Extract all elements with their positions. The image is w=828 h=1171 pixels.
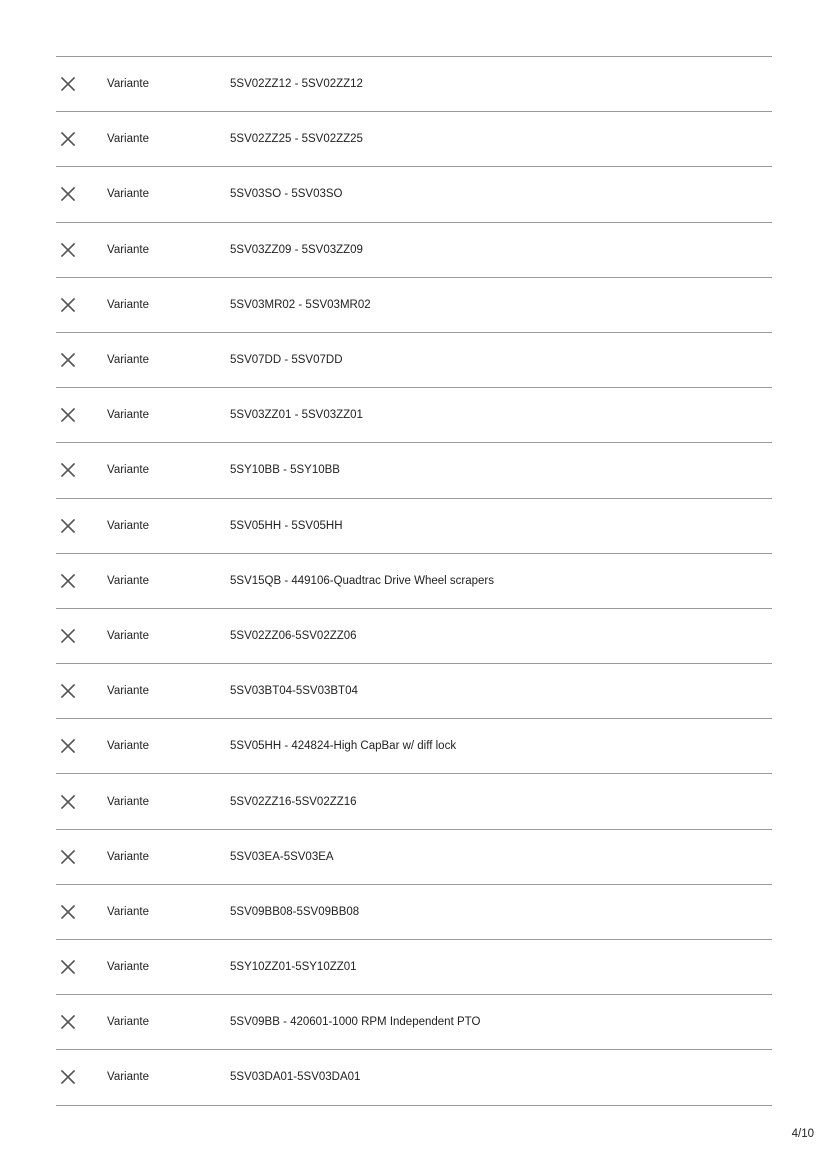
row-label: Variante xyxy=(107,629,149,642)
close-icon xyxy=(56,514,80,538)
close-icon xyxy=(56,293,80,317)
table-row-content xyxy=(56,167,772,221)
table-row xyxy=(56,830,772,885)
row-label: Variante xyxy=(107,961,149,974)
table-row-content xyxy=(56,830,772,884)
row-label: Variante xyxy=(107,243,149,256)
table-row-content xyxy=(56,443,772,497)
row-value: 5SV03DA01-5SV03DA01 xyxy=(230,1071,361,1084)
table-row xyxy=(56,774,772,829)
table-row-content xyxy=(56,664,772,718)
close-icon xyxy=(56,348,80,372)
variant-table xyxy=(56,56,772,1106)
close-icon xyxy=(56,624,80,648)
row-value: 5SV05HH - 424824-High CapBar w/ diff lock xyxy=(230,740,457,753)
table-row xyxy=(56,664,772,719)
table-row xyxy=(56,499,772,554)
row-value: 5SV02ZZ12 - 5SV02ZZ12 xyxy=(230,78,363,91)
row-label: Variante xyxy=(107,133,149,146)
table-row-content xyxy=(56,609,772,663)
table-row-content xyxy=(56,223,772,277)
table-row-content xyxy=(56,499,772,553)
page-number: 4/10 xyxy=(791,1128,814,1140)
row-value: 5SV02ZZ16-5SV02ZZ16 xyxy=(230,795,357,808)
table-row xyxy=(56,167,772,222)
row-label: Variante xyxy=(107,464,149,477)
table-row-content xyxy=(56,57,772,111)
row-value: 5SY10ZZ01-5SY10ZZ01 xyxy=(230,961,357,974)
table-row xyxy=(56,1050,772,1105)
table-row-content xyxy=(56,995,772,1049)
table-row xyxy=(56,278,772,333)
close-icon xyxy=(56,1065,80,1089)
row-value: 5SV02ZZ06-5SV02ZZ06 xyxy=(230,629,357,642)
row-value: 5SV05HH - 5SV05HH xyxy=(230,519,343,532)
close-icon xyxy=(56,127,80,151)
table-row-content xyxy=(56,940,772,994)
row-label: Variante xyxy=(107,298,149,311)
table-row xyxy=(56,443,772,498)
table-row-content xyxy=(56,554,772,608)
table-row-content xyxy=(56,719,772,773)
row-value: 5SV09BB - 420601-1000 RPM Independent PTO xyxy=(230,1016,481,1029)
row-label: Variante xyxy=(107,519,149,532)
row-value: 5SV02ZZ25 - 5SV02ZZ25 xyxy=(230,133,363,146)
close-icon xyxy=(56,845,80,869)
table-row xyxy=(56,112,772,167)
row-value: 5SV15QB - 449106-Quadtrac Drive Wheel scrapers xyxy=(230,574,494,587)
close-icon xyxy=(56,403,80,427)
table-row xyxy=(56,57,772,112)
close-icon xyxy=(56,238,80,262)
row-value: 5SV03MR02 - 5SV03MR02 xyxy=(230,298,371,311)
close-icon xyxy=(56,900,80,924)
table-row-content xyxy=(56,388,772,442)
close-icon xyxy=(56,734,80,758)
table-row-content xyxy=(56,112,772,166)
row-label: Variante xyxy=(107,685,149,698)
row-value: 5SV03BT04-5SV03BT04 xyxy=(230,685,358,698)
row-label: Variante xyxy=(107,354,149,367)
row-label: Variante xyxy=(107,409,149,422)
close-icon xyxy=(56,72,80,96)
close-icon xyxy=(56,679,80,703)
row-value: 5SV03ZZ01 - 5SV03ZZ01 xyxy=(230,409,363,422)
row-value: 5SV03EA-5SV03EA xyxy=(230,850,334,863)
row-label: Variante xyxy=(107,905,149,918)
row-label: Variante xyxy=(107,740,149,753)
row-label: Variante xyxy=(107,1016,149,1029)
close-icon xyxy=(56,458,80,482)
row-value: 5SV09BB08-5SV09BB08 xyxy=(230,905,360,918)
table-row-content xyxy=(56,885,772,939)
close-icon xyxy=(56,790,80,814)
table-row xyxy=(56,333,772,388)
table-row xyxy=(56,223,772,278)
row-label: Variante xyxy=(107,795,149,808)
table-row xyxy=(56,719,772,774)
row-label: Variante xyxy=(107,188,149,201)
row-label: Variante xyxy=(107,1071,149,1084)
table-row-content xyxy=(56,333,772,387)
close-icon xyxy=(56,1010,80,1034)
table-row xyxy=(56,885,772,940)
close-icon xyxy=(56,569,80,593)
table-row xyxy=(56,388,772,443)
table-row xyxy=(56,995,772,1050)
table-row xyxy=(56,609,772,664)
close-icon xyxy=(56,955,80,979)
table-row xyxy=(56,940,772,995)
row-value: 5SY10BB - 5SY10BB xyxy=(230,464,340,477)
row-value: 5SV03SO - 5SV03SO xyxy=(230,188,343,201)
row-label: Variante xyxy=(107,574,149,587)
row-label: Variante xyxy=(107,850,149,863)
close-icon xyxy=(56,182,80,206)
row-value: 5SV03ZZ09 - 5SV03ZZ09 xyxy=(230,243,363,256)
table-row-content xyxy=(56,774,772,828)
table-row xyxy=(56,554,772,609)
table-row-content xyxy=(56,1050,772,1104)
table-row-content xyxy=(56,278,772,332)
row-value: 5SV07DD - 5SV07DD xyxy=(230,354,343,367)
row-label: Variante xyxy=(107,78,149,91)
